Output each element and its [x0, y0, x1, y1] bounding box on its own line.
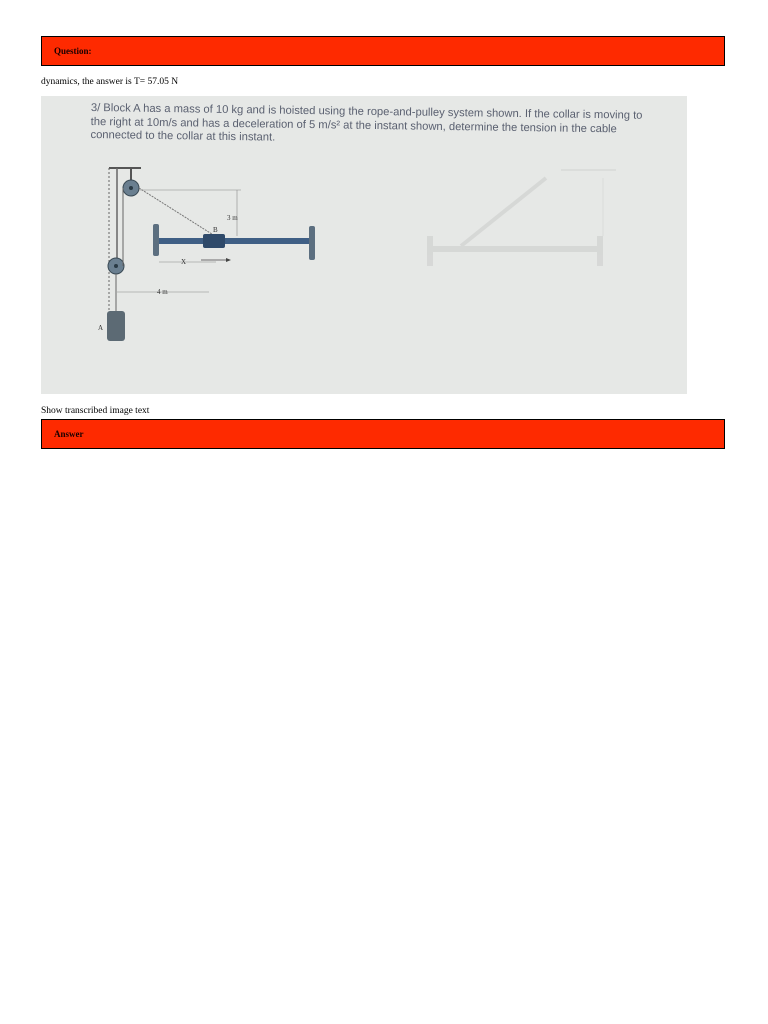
collar-b-icon: [203, 234, 225, 248]
problem-photo: [41, 96, 687, 394]
xb-label: X: [181, 258, 187, 266]
collar-label: B: [213, 226, 218, 234]
block-a-icon: [107, 311, 125, 341]
problem-statement-text: 3/ Block A has a mass of 10 kg and is hoisted using the rope-and-pulley system shown. If the collar is moving to the right at 10m/s and has a deceleration of 5 m/s² at the instant shown, determine the tension in the cable connected to the collar at this instant.: [90, 102, 643, 144]
distance-label: 4 m: [157, 288, 168, 296]
answer-header-bar: [41, 419, 725, 449]
question-prompt-text: dynamics, the answer is T= 57.05 N: [41, 77, 179, 87]
question-header-bar: [41, 36, 725, 66]
block-label: A: [98, 324, 104, 332]
show-transcribed-link[interactable]: Show transcribed image text: [41, 406, 150, 416]
pulley-diagram: [41, 96, 687, 394]
answer-header-label: Answer: [54, 429, 84, 439]
horizontal-rod: [159, 238, 309, 244]
height-label: 3 m: [227, 214, 238, 222]
question-header-label: Question:: [54, 46, 92, 56]
